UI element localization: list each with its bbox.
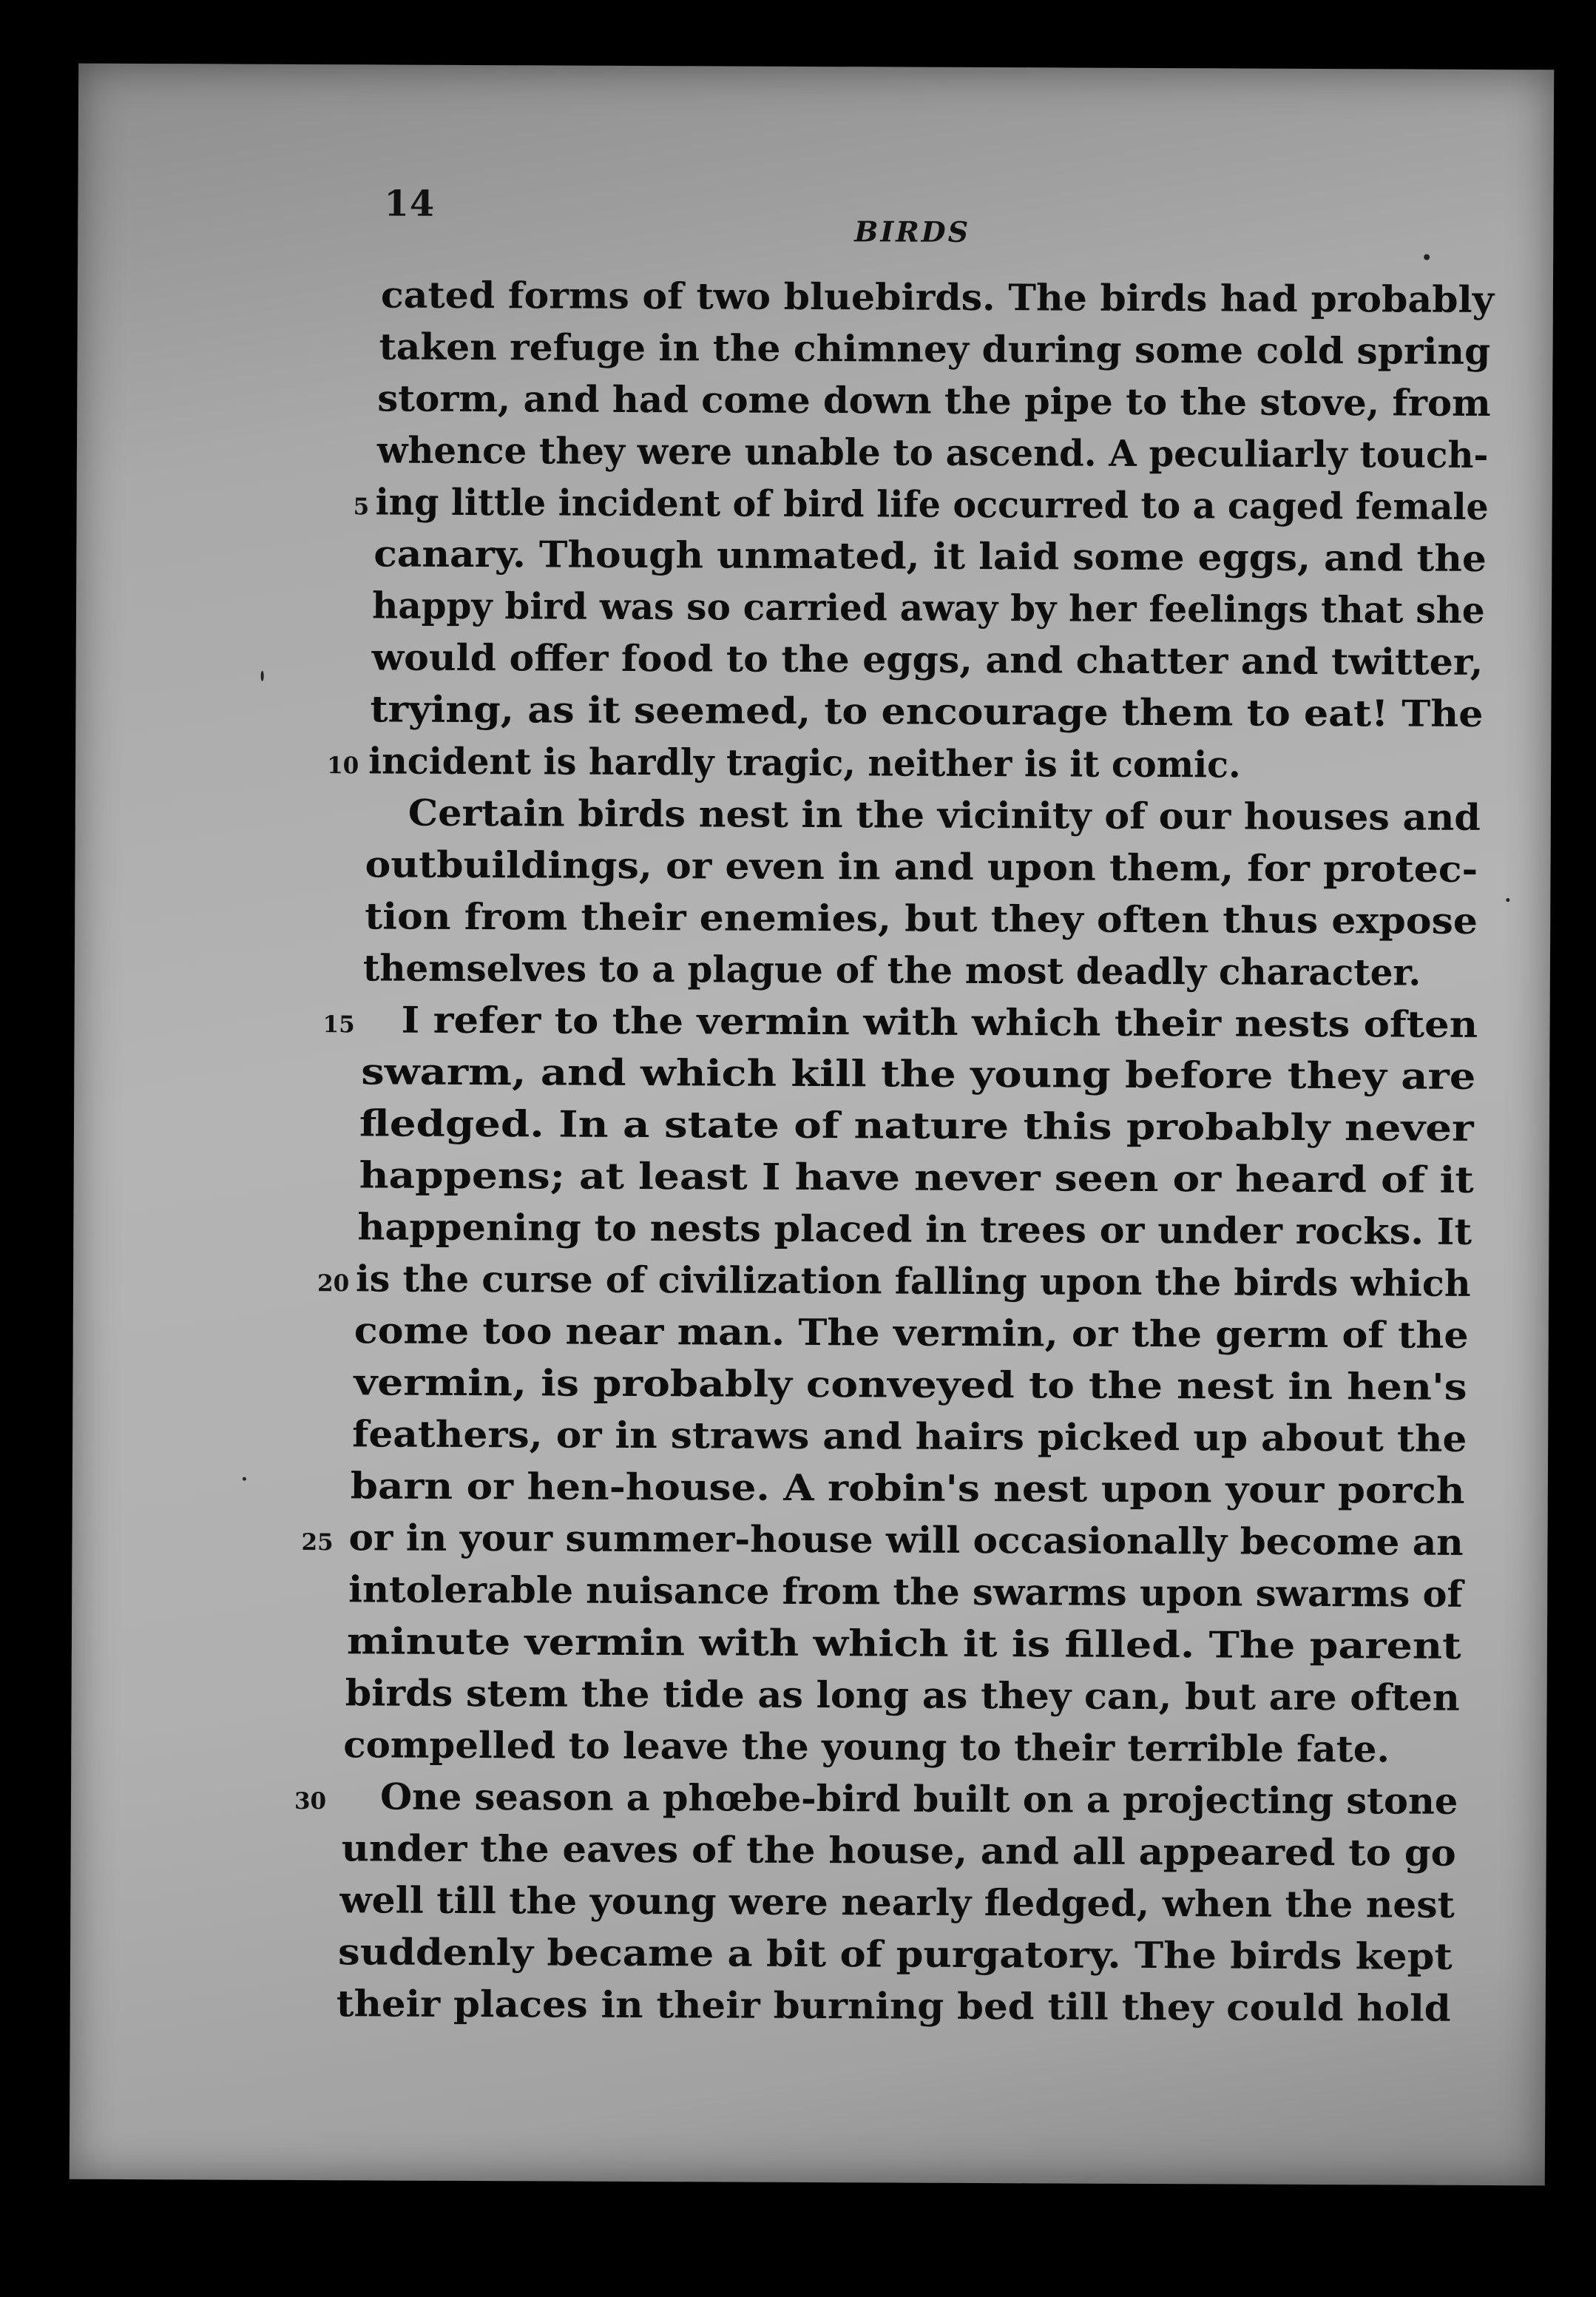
line-number: 10 <box>327 752 359 780</box>
book-page <box>70 64 1554 2186</box>
text-line: well till the young were nearly fledged, when the nest <box>339 1878 1455 1926</box>
running-head: BIRDS <box>854 215 971 249</box>
text-line: cated forms of two bluebirds. The birds had probably <box>380 273 1495 322</box>
text-line: I refer to the vermin with which their nests often <box>401 998 1478 1046</box>
text-line: One season a phœbe-bird built on a projecting stone <box>379 1775 1458 1823</box>
text-line: feathers, or in straws and hairs picked up about the <box>352 1412 1467 1460</box>
text-line: storm, and had come down the pipe to the stove, from <box>377 377 1491 425</box>
text-line: happens; at least I have never seen or heard of it <box>359 1153 1474 1201</box>
text-line: incident is hardly tragic, neither is it comic. <box>368 739 1241 786</box>
text-line: suddenly became a bit of purgatory. The birds kept <box>337 1930 1453 1978</box>
text-line: is the curse of civilization falling upon the birds which <box>355 1257 1471 1305</box>
text-line: or in your summer-house will occasionally become an <box>348 1516 1464 1564</box>
text-line: under the eaves of the house, and all appeared to go <box>341 1827 1456 1875</box>
page-number: 14 <box>384 183 436 225</box>
line-number: 15 <box>322 1011 355 1039</box>
text-line: come too near man. The vermin, or the germ of the <box>354 1309 1469 1357</box>
speck <box>261 671 264 681</box>
text-line: swarm, and which kill the young before they are <box>361 1050 1476 1098</box>
speck <box>1506 898 1509 902</box>
text-line: their places in their burning bed till they could hold <box>336 1982 1451 2030</box>
speck <box>1424 254 1430 260</box>
line-number: 30 <box>294 1787 327 1815</box>
line-number: 20 <box>317 1270 350 1298</box>
text-line: barn or hen-house. A robin's nest upon your porch <box>350 1464 1465 1512</box>
text-line: whence they were unable to ascend. A peculiarly touch- <box>376 428 1489 476</box>
text-line: tion from their enemies, but they often thus expose <box>365 894 1478 942</box>
text-line: trying, as it seemed, to encourage them to eat! The <box>370 687 1484 735</box>
text-line: themselves to a plague of the most deadly character. <box>362 946 1421 994</box>
text-line: birds stem the tide as long as they can, but are often <box>345 1671 1460 1719</box>
text-line: vermin, is probably conveyed to the nest in hen's <box>354 1360 1467 1409</box>
speck <box>243 1477 246 1481</box>
text-line: canary. Though unmated, it laid some eggs, and the <box>373 532 1487 580</box>
text-line: happening to nests placed in trees or under rocks. It <box>357 1205 1472 1253</box>
line-number: 5 <box>353 493 370 521</box>
text-line: fledged. In a state of nature this probably never <box>359 1102 1474 1150</box>
text-line: minute vermin with which it is filled. The parent <box>346 1619 1461 1667</box>
line-number: 25 <box>301 1528 334 1556</box>
text-line: compelled to leave the young to their terrible fate. <box>343 1723 1390 1771</box>
text-line: taken refuge in the chimney during some cold spring <box>379 325 1491 373</box>
text-line: outbuildings, or even in and upon them, for protec- <box>365 843 1478 891</box>
text-line: Certain birds nest in the vicinity of our houses and <box>408 791 1481 839</box>
text-line: happy bird was so carried away by her feelings that she <box>371 584 1485 632</box>
text-line: would offer food to the eggs, and chatter and twitter, <box>371 635 1484 684</box>
text-line: intolerable nuisance from the swarms upon swarms of <box>348 1568 1463 1616</box>
text-line: ing little incident of bird life occurred to a caged female <box>375 480 1489 528</box>
